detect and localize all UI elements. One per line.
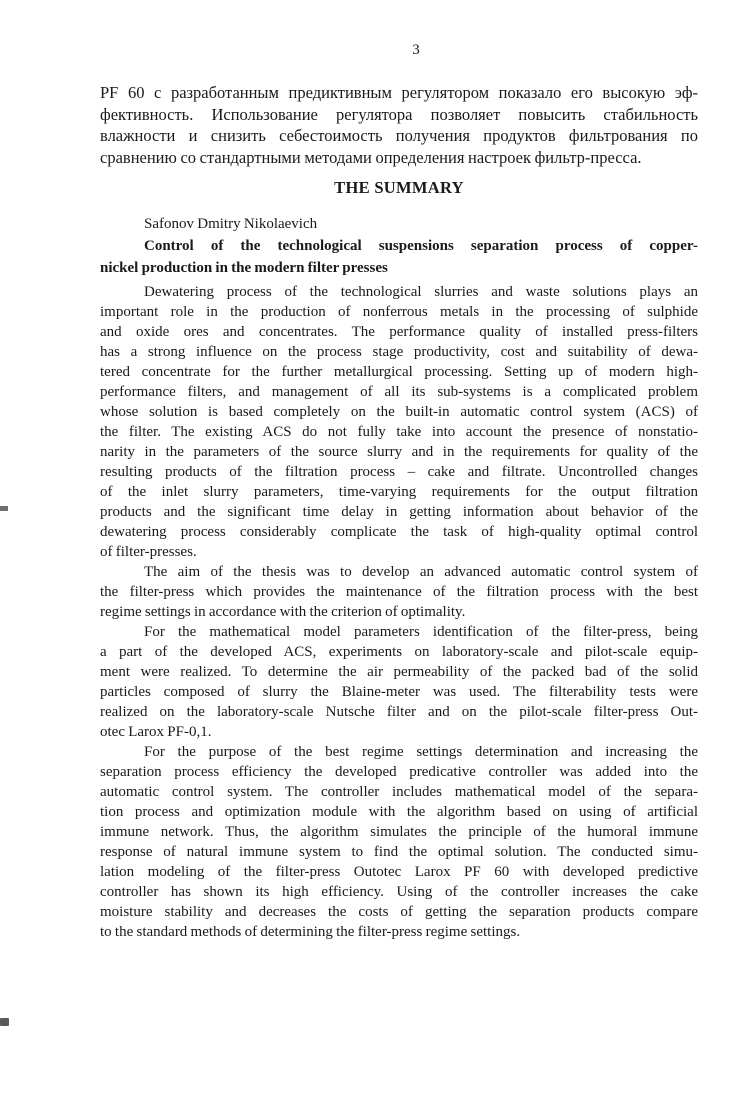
text-line: tered concentrate for the further metallurgical processing. Setting up of modern high- (100, 364, 698, 380)
text-line: lation modeling of the filter-press Outotec Larox PF 60 with developed predictive (100, 864, 698, 880)
text-line: PF 60 с разработанным предиктивным регулятором показало его высокую эф- (100, 83, 698, 102)
page-number: 3 (412, 42, 420, 58)
text-line: фективность. Использование регулятора позволяет повысить стабильность (100, 104, 698, 124)
scan-artifact-bottom (0, 1018, 9, 1026)
text-line: separation process efficiency the developed predicative controller was added into the (100, 764, 698, 780)
text-line: and oxide ores and concentrates. The performance quality of installed press-filters (100, 324, 698, 340)
text-line: products and the significant time delay in getting information about behavior of the (100, 504, 698, 520)
text-line: влажности и снизить себестоимость получения продуктов фильтрования по (100, 126, 698, 145)
text-line: moisture stability and decreases the costs of getting the separation products compare (100, 904, 698, 920)
author-name: Safonov Dmitry Nikolaevich (144, 216, 318, 232)
summary-paragraph (100, 562, 698, 622)
summary-paragraph (100, 282, 698, 562)
text-line: ment were realized. To determine the air permeability of the packed bad of the solid (100, 664, 698, 680)
summary-paragraph (100, 622, 698, 742)
text-line: realized on the laboratory-scale Nutsche filter and on the pilot-scale filter-press Out- (100, 704, 698, 720)
summary-body (100, 282, 698, 942)
text-line: the filter. The existing ACS do not fully take into account the presence of nonstatio- (100, 424, 698, 440)
text-line: resulting products of the filtration process – cake and filtrate. Uncontrolled changes (100, 464, 698, 480)
text-line: important role in the production of nonferrous metals in the processing of sulphide (100, 304, 698, 320)
text-line: regime settings in accordance with the criterion of optimality. (100, 604, 466, 620)
text-line: For the purpose of the best regime settings determination and increasing the (144, 744, 698, 760)
text-line: For the mathematical model parameters identification of the filter-press, being (144, 624, 698, 640)
scan-artifact-top (0, 506, 8, 511)
summary-paragraph (100, 742, 698, 942)
text-line: dewatering process considerably complicate the task of high-quality optimal control (100, 524, 698, 540)
text-line: сравнению со стандартными методами определения настроек фильтр-пресса. (100, 147, 642, 167)
text-line: The aim of the thesis was to develop an advanced automatic control system of (144, 564, 698, 580)
text-line: of filter-presses. (100, 544, 197, 560)
text-line: whose solution is based completely on the built-in automatic control system (ACS) of (100, 404, 698, 420)
text-line: performance filters, and management of all its sub-systems is a complicated problem (100, 384, 698, 400)
text-line: tion process and optimization module with the algorithm based on using of artificial (100, 804, 698, 820)
text-line: Control of the technological suspensions separation process of copper- (144, 238, 698, 254)
summary-heading: THE SUMMARY (334, 178, 464, 197)
text-line: otec Larox PF-0,1. (100, 724, 212, 740)
text-line: controller has shown its high efficiency. Using of the controller increases the cake (100, 884, 698, 900)
abstract-russian-paragraph (100, 82, 698, 168)
text-line: response of natural immune system to find the optimal solution. The conducted simu- (100, 844, 698, 860)
text-line: the filter-press which provides the maintenance of the filtration process with the best (100, 584, 698, 600)
page-content (100, 40, 698, 942)
text-line: narity in the parameters of the source slurry and in the requirements for quality of the (100, 444, 698, 460)
text-line: particles composed of slurry the Blaine-meter was used. The filterability tests were (100, 684, 698, 700)
text-line: nickel production in the modern filter presses (100, 259, 388, 276)
text-line: has a strong influence on the process stage productivity, cost and suitability of dewa- (100, 344, 698, 360)
text-line: of the inlet slurry parameters, time-varying requirements for the output filtration (100, 484, 698, 500)
text-line: a part of the developed ACS, experiments on laboratory-scale and pilot-scale equip- (100, 644, 698, 660)
text-line: immune network. Thus, the algorithm simulates the principle of the humoral immune (100, 824, 698, 840)
thesis-title (100, 236, 698, 279)
text-line: Dewatering process of the technological slurries and waste solutions plays an (144, 284, 698, 300)
text-line: automatic control system. The controller includes mathematical model of the separa- (100, 784, 698, 800)
text-line: to the standard methods of determining the filter-press regime settings. (100, 924, 521, 940)
